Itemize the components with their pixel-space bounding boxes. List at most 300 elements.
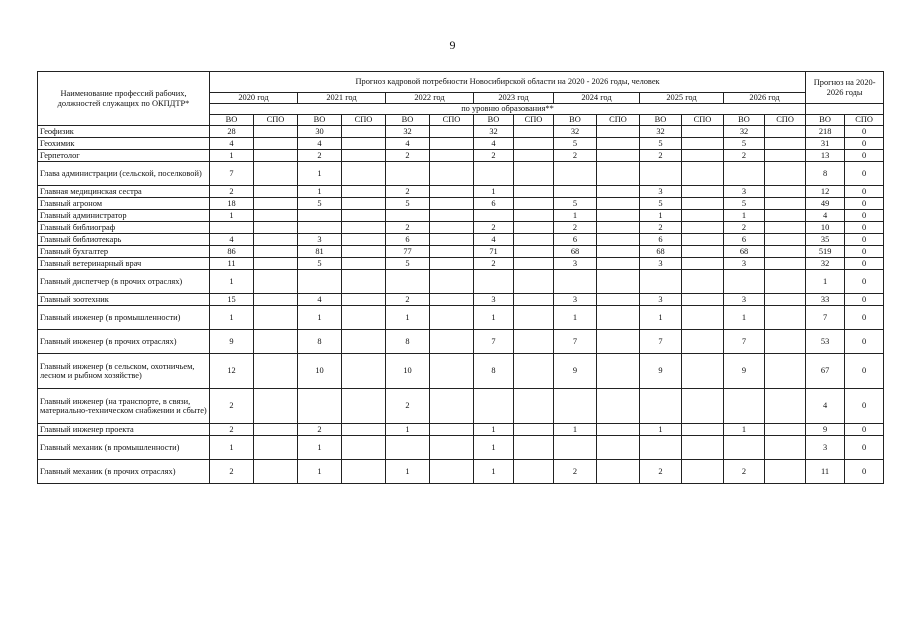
spo-value-cell [597, 126, 640, 138]
table-row [38, 294, 884, 306]
vo-value-cell: 9 [640, 354, 682, 389]
spo-value-cell [765, 186, 806, 198]
spo-value-cell [430, 126, 474, 138]
spo-value-cell: 0 [845, 460, 884, 484]
table-row [38, 306, 884, 330]
vo-value-cell: 13 [806, 150, 845, 162]
year-header: 2022 год [386, 93, 474, 104]
spo-value-cell [514, 270, 554, 294]
vo-value-cell: 15 [210, 294, 254, 306]
spo-value-cell [430, 460, 474, 484]
spo-value-cell [254, 126, 298, 138]
spo-value-cell [254, 210, 298, 222]
vo-value-cell: 4 [298, 294, 342, 306]
spo-value-cell [682, 198, 724, 210]
vo-value-cell: 3 [298, 234, 342, 246]
spo-value-cell: 0 [845, 294, 884, 306]
vo-value-cell [724, 389, 765, 424]
vo-value-cell: 1 [474, 460, 514, 484]
spo-value-cell [254, 294, 298, 306]
vo-value-cell [386, 436, 430, 460]
spo-value-cell [765, 246, 806, 258]
vo-value-cell: 32 [474, 126, 514, 138]
spo-value-cell [342, 270, 386, 294]
vo-value-cell: 9 [554, 354, 597, 389]
spo-value-cell [597, 389, 640, 424]
vo-value-cell: 10 [806, 222, 845, 234]
spo-value-cell [597, 294, 640, 306]
vo-value-cell: 3 [724, 294, 765, 306]
spo-value-cell [597, 460, 640, 484]
table-row [38, 186, 884, 198]
vo-value-cell: 32 [640, 126, 682, 138]
spo-value-cell: 0 [845, 138, 884, 150]
vo-value-cell: 4 [386, 138, 430, 150]
spo-value-cell [342, 138, 386, 150]
table-row [38, 210, 884, 222]
spo-value-cell: 0 [845, 234, 884, 246]
spo-value-cell [765, 424, 806, 436]
vo-value-cell: 6 [724, 234, 765, 246]
table-row [38, 389, 884, 424]
vo-value-cell: 12 [210, 354, 254, 389]
vo-value-cell: 2 [474, 222, 514, 234]
vo-column-header: ВО [724, 115, 765, 126]
vo-value-cell: 5 [554, 138, 597, 150]
profession-name-cell: Главный диспетчер (в прочих отраслях) [38, 270, 210, 294]
vo-value-cell: 1 [724, 210, 765, 222]
vo-value-cell: 5 [298, 258, 342, 270]
table-row [38, 258, 884, 270]
vo-value-cell: 218 [806, 126, 845, 138]
vo-value-cell: 5 [298, 198, 342, 210]
spo-value-cell [765, 258, 806, 270]
education-level-spacer [806, 104, 884, 115]
vo-value-cell: 11 [210, 258, 254, 270]
vo-value-cell [298, 210, 342, 222]
spo-value-cell [430, 330, 474, 354]
vo-value-cell: 6 [386, 234, 430, 246]
spo-value-cell [682, 389, 724, 424]
vo-value-cell: 32 [806, 258, 845, 270]
profession-name-cell: Главный ветеринарный врач [38, 258, 210, 270]
spo-value-cell: 0 [845, 354, 884, 389]
profession-name-cell: Главный зоотехник [38, 294, 210, 306]
spo-value-cell [514, 138, 554, 150]
vo-value-cell: 2 [210, 460, 254, 484]
spo-value-cell [342, 210, 386, 222]
spo-value-cell [514, 162, 554, 186]
spo-value-cell [254, 460, 298, 484]
spo-value-cell [254, 234, 298, 246]
vo-value-cell: 2 [386, 150, 430, 162]
vo-value-cell: 3 [554, 294, 597, 306]
vo-column-header: ВО [298, 115, 342, 126]
profession-name-cell: Главный инженер (в промышленности) [38, 306, 210, 330]
profession-name-cell: Геохимик [38, 138, 210, 150]
vo-value-cell: 5 [386, 198, 430, 210]
spo-column-header: СПО [514, 115, 554, 126]
spo-column-header: СПО [845, 115, 884, 126]
profession-name-cell: Главная медицинская сестра [38, 186, 210, 198]
profession-name-cell: Главный инженер (в сельском, охотничьем, лесном и рыбном хозяйстве) [38, 354, 210, 389]
spo-value-cell: 0 [845, 270, 884, 294]
vo-value-cell: 1 [210, 306, 254, 330]
year-header: 2026 год [724, 93, 806, 104]
vo-value-cell: 3 [554, 258, 597, 270]
vo-value-cell [554, 389, 597, 424]
spo-value-cell: 0 [845, 162, 884, 186]
spo-value-cell [597, 306, 640, 330]
vo-value-cell: 11 [806, 460, 845, 484]
vo-value-cell: 1 [474, 306, 514, 330]
spo-value-cell [514, 186, 554, 198]
vo-value-cell: 3 [724, 186, 765, 198]
profession-name-cell: Главный инженер проекта [38, 424, 210, 436]
profession-name-cell: Главный инженер (в прочих отраслях) [38, 330, 210, 354]
vo-value-cell: 1 [298, 162, 342, 186]
vo-value-cell: 4 [210, 234, 254, 246]
vo-value-cell: 7 [724, 330, 765, 354]
spo-value-cell [514, 210, 554, 222]
vo-value-cell: 1 [386, 424, 430, 436]
spo-value-cell [342, 150, 386, 162]
spo-value-cell: 0 [845, 198, 884, 210]
spo-value-cell [430, 294, 474, 306]
vo-value-cell: 5 [640, 198, 682, 210]
spo-value-cell [514, 389, 554, 424]
vo-value-cell: 7 [640, 330, 682, 354]
vo-value-cell: 1 [554, 424, 597, 436]
vo-value-cell: 4 [298, 138, 342, 150]
vo-value-cell [386, 270, 430, 294]
vo-value-cell: 2 [474, 258, 514, 270]
vo-value-cell: 1 [474, 186, 514, 198]
vo-value-cell: 1 [640, 210, 682, 222]
spo-value-cell [254, 222, 298, 234]
spo-value-cell [682, 330, 724, 354]
table-row [38, 460, 884, 484]
spo-value-cell [430, 246, 474, 258]
vo-value-cell: 32 [724, 126, 765, 138]
spo-value-cell [514, 234, 554, 246]
vo-value-cell: 68 [724, 246, 765, 258]
spo-value-cell [597, 330, 640, 354]
spo-column-header: СПО [430, 115, 474, 126]
spo-value-cell [342, 258, 386, 270]
vo-value-cell [474, 162, 514, 186]
spo-value-cell [514, 246, 554, 258]
vo-value-cell: 8 [806, 162, 845, 186]
vo-value-cell: 1 [724, 424, 765, 436]
profession-name-cell: Главный инженер (на транспорте, в связи, материально-техническом снабжении и сбыте) [38, 389, 210, 424]
table-row [38, 424, 884, 436]
year-header: 2024 год [554, 93, 640, 104]
spo-value-cell [430, 258, 474, 270]
vo-value-cell: 4 [474, 138, 514, 150]
vo-value-cell: 81 [298, 246, 342, 258]
spo-value-cell [430, 198, 474, 210]
vo-value-cell [298, 389, 342, 424]
total-forecast-header: Прогноз на 2020-2026 годы [806, 72, 884, 104]
spo-value-cell [514, 198, 554, 210]
vo-value-cell: 1 [640, 306, 682, 330]
spo-value-cell [765, 436, 806, 460]
spo-value-cell [597, 138, 640, 150]
spo-value-cell [342, 460, 386, 484]
vo-value-cell: 7 [210, 162, 254, 186]
vo-value-cell: 1 [474, 436, 514, 460]
table-row [38, 126, 884, 138]
table-row [38, 246, 884, 258]
vo-value-cell: 2 [554, 460, 597, 484]
vo-value-cell [554, 270, 597, 294]
vo-value-cell [640, 162, 682, 186]
spo-value-cell [597, 436, 640, 460]
vo-value-cell: 2 [474, 150, 514, 162]
vo-value-cell [554, 436, 597, 460]
vo-value-cell: 2 [298, 150, 342, 162]
vo-value-cell: 7 [806, 306, 845, 330]
spo-value-cell [254, 306, 298, 330]
spo-value-cell [254, 186, 298, 198]
vo-column-header: ВО [474, 115, 514, 126]
spo-value-cell [342, 436, 386, 460]
vo-value-cell: 8 [386, 330, 430, 354]
spo-value-cell [682, 150, 724, 162]
spo-value-cell [765, 150, 806, 162]
vo-value-cell [210, 222, 254, 234]
vo-value-cell: 2 [386, 222, 430, 234]
vo-value-cell: 2 [210, 186, 254, 198]
spo-value-cell [682, 126, 724, 138]
vo-value-cell: 2 [640, 222, 682, 234]
vo-value-cell: 3 [806, 436, 845, 460]
spo-column-header: СПО [342, 115, 386, 126]
spo-value-cell: 0 [845, 150, 884, 162]
spo-value-cell [514, 150, 554, 162]
spo-value-cell [682, 460, 724, 484]
table-row [38, 354, 884, 389]
spo-value-cell [682, 222, 724, 234]
spo-value-cell: 0 [845, 306, 884, 330]
vo-value-cell: 77 [386, 246, 430, 258]
table-header [38, 72, 884, 126]
vo-value-cell: 1 [298, 186, 342, 198]
vo-value-cell: 2 [210, 424, 254, 436]
spo-value-cell [342, 186, 386, 198]
spo-value-cell [514, 306, 554, 330]
vo-value-cell: 1 [210, 150, 254, 162]
spo-value-cell [682, 424, 724, 436]
vo-value-cell: 1 [386, 306, 430, 330]
spo-value-cell: 0 [845, 258, 884, 270]
vo-value-cell: 5 [724, 138, 765, 150]
spo-value-cell [682, 436, 724, 460]
spo-value-cell [514, 330, 554, 354]
table-body [38, 126, 884, 484]
spo-column-header: СПО [765, 115, 806, 126]
spo-value-cell [682, 234, 724, 246]
spo-value-cell [765, 354, 806, 389]
spo-value-cell: 0 [845, 330, 884, 354]
spo-value-cell [254, 258, 298, 270]
vo-value-cell: 1 [554, 306, 597, 330]
spo-value-cell [254, 246, 298, 258]
spo-value-cell [597, 198, 640, 210]
vo-value-cell: 2 [210, 389, 254, 424]
vo-value-cell: 8 [474, 354, 514, 389]
table-row [38, 330, 884, 354]
spo-value-cell [597, 354, 640, 389]
vo-value-cell: 4 [806, 389, 845, 424]
table-row [38, 162, 884, 186]
vo-value-cell: 4 [474, 234, 514, 246]
vo-value-cell: 5 [554, 198, 597, 210]
vo-value-cell [724, 162, 765, 186]
vo-value-cell: 2 [298, 424, 342, 436]
year-header: 2020 год [210, 93, 298, 104]
page-number: 9 [449, 38, 456, 52]
spo-value-cell [254, 150, 298, 162]
vo-value-cell: 1 [210, 436, 254, 460]
spo-value-cell [682, 258, 724, 270]
vo-value-cell [474, 389, 514, 424]
vo-value-cell: 1 [210, 210, 254, 222]
spo-value-cell [597, 186, 640, 198]
vo-value-cell: 32 [386, 126, 430, 138]
profession-name-cell: Главный агроном [38, 198, 210, 210]
spo-value-cell [430, 354, 474, 389]
vo-value-cell: 1 [724, 306, 765, 330]
vo-value-cell [298, 270, 342, 294]
spo-value-cell [765, 389, 806, 424]
spo-value-cell [765, 126, 806, 138]
vo-value-cell: 30 [298, 126, 342, 138]
spo-value-cell [514, 354, 554, 389]
spo-column-header: СПО [682, 115, 724, 126]
table-row [38, 138, 884, 150]
spo-value-cell [682, 138, 724, 150]
vo-value-cell: 3 [640, 294, 682, 306]
vo-value-cell: 1 [298, 306, 342, 330]
vo-column-header: ВО [386, 115, 430, 126]
year-header: 2023 год [474, 93, 554, 104]
table-row [38, 150, 884, 162]
spo-value-cell [597, 162, 640, 186]
vo-value-cell [640, 436, 682, 460]
vo-value-cell: 1 [210, 270, 254, 294]
spo-value-cell [682, 246, 724, 258]
vo-value-cell [724, 436, 765, 460]
vo-value-cell: 5 [386, 258, 430, 270]
vo-value-cell: 3 [640, 186, 682, 198]
spo-value-cell [342, 389, 386, 424]
spo-value-cell: 0 [845, 222, 884, 234]
spo-value-cell [254, 330, 298, 354]
spo-value-cell [514, 258, 554, 270]
vo-value-cell: 6 [474, 198, 514, 210]
vo-value-cell: 6 [554, 234, 597, 246]
spo-value-cell: 0 [845, 210, 884, 222]
spo-value-cell [430, 162, 474, 186]
vo-value-cell [640, 270, 682, 294]
vo-value-cell: 1 [554, 210, 597, 222]
spo-value-cell [765, 294, 806, 306]
spo-value-cell [430, 150, 474, 162]
spo-value-cell [342, 198, 386, 210]
spo-column-header: СПО [254, 115, 298, 126]
vo-value-cell: 7 [474, 330, 514, 354]
vo-value-cell: 3 [640, 258, 682, 270]
vo-value-cell [386, 162, 430, 186]
spo-value-cell [342, 424, 386, 436]
vo-value-cell: 4 [210, 138, 254, 150]
spo-value-cell [254, 389, 298, 424]
vo-column-header: ВО [554, 115, 597, 126]
table-row [38, 222, 884, 234]
spo-value-cell [682, 186, 724, 198]
table-row [38, 436, 884, 460]
vo-value-cell: 31 [806, 138, 845, 150]
vo-value-cell [554, 162, 597, 186]
spo-value-cell [682, 162, 724, 186]
spo-value-cell: 0 [845, 424, 884, 436]
vo-value-cell: 35 [806, 234, 845, 246]
vo-value-cell: 3 [724, 258, 765, 270]
table-row [38, 198, 884, 210]
vo-column-header: ВО [806, 115, 845, 126]
spo-value-cell [254, 354, 298, 389]
workforce-forecast-table [37, 71, 884, 484]
spo-value-cell [765, 270, 806, 294]
vo-value-cell: 33 [806, 294, 845, 306]
table-row [38, 270, 884, 294]
spo-value-cell: 0 [845, 389, 884, 424]
spo-column-header: СПО [597, 115, 640, 126]
vo-value-cell [724, 270, 765, 294]
spo-value-cell [254, 424, 298, 436]
spo-value-cell [597, 210, 640, 222]
profession-column-header: Наименование профессий рабочих, должностей служащих по ОКПДТР* [38, 72, 210, 126]
spo-value-cell [765, 460, 806, 484]
year-header: 2025 год [640, 93, 724, 104]
vo-value-cell: 8 [298, 330, 342, 354]
vo-value-cell: 28 [210, 126, 254, 138]
vo-value-cell: 1 [298, 460, 342, 484]
vo-value-cell: 7 [554, 330, 597, 354]
profession-name-cell: Главный механик (в прочих отраслях) [38, 460, 210, 484]
vo-value-cell: 5 [724, 198, 765, 210]
profession-name-cell: Главный библиограф [38, 222, 210, 234]
spo-value-cell [597, 222, 640, 234]
vo-value-cell [640, 389, 682, 424]
table-row [38, 234, 884, 246]
vo-value-cell: 1 [474, 424, 514, 436]
spo-value-cell [597, 258, 640, 270]
vo-value-cell: 5 [640, 138, 682, 150]
vo-value-cell: 86 [210, 246, 254, 258]
vo-value-cell: 3 [474, 294, 514, 306]
spo-value-cell [430, 424, 474, 436]
spo-value-cell [254, 162, 298, 186]
spo-value-cell [597, 270, 640, 294]
vo-value-cell [474, 270, 514, 294]
spo-value-cell [342, 330, 386, 354]
spo-value-cell [682, 294, 724, 306]
spo-value-cell [430, 138, 474, 150]
spo-value-cell [254, 270, 298, 294]
